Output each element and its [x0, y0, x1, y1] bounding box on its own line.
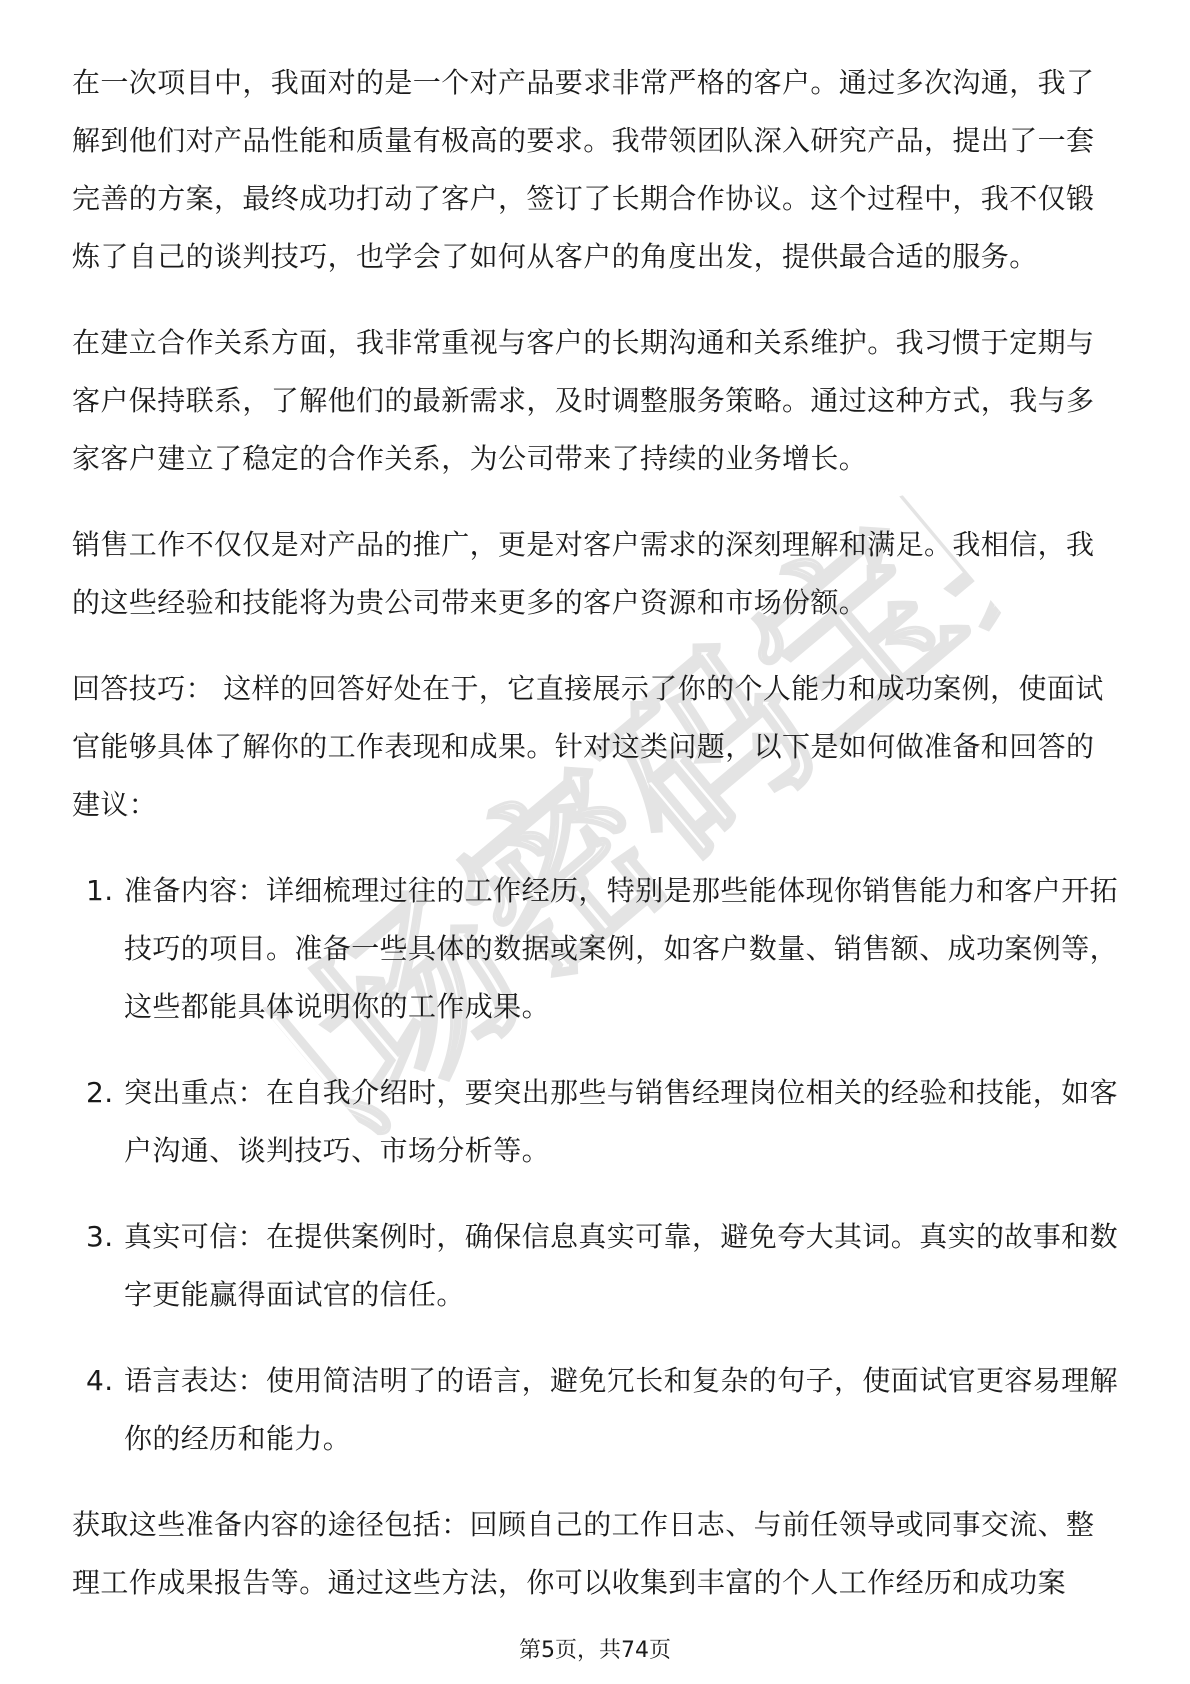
list-item: [72, 862, 1120, 1036]
list-item-text: 语言表达：使用简洁明了的语言，避免冗长和复杂的句子，使面试官更容易理解你的经历和能力。: [124, 1364, 1119, 1455]
list-number: 2.: [86, 1076, 114, 1109]
list-item: [72, 1352, 1120, 1468]
list-number: 3.: [86, 1220, 114, 1253]
watermark-text: 职场密码宝典: [242, 456, 1038, 1184]
paragraph-partnership: 在建立合作关系方面，我非常重视与客户的长期沟通和关系维护。我习惯于定期与客户保持联系，了解他们的最新需求，及时调整服务策略。通过这种方式，我与多家客户建立了稳定的合作关系，为公司带来了持续的业务增长。: [72, 326, 1095, 475]
list-item-text: 突出重点：在自我介绍时，要突出那些与销售经理岗位相关的经验和技能，如客户沟通、谈判技巧、市场分析等。: [124, 1076, 1119, 1167]
list-item-text: 真实可信：在提供案例时，确保信息真实可靠，避免夸大其词。真实的故事和数字更能赢得面试官的信任。: [124, 1220, 1119, 1311]
paragraph-project-experience: 在一次项目中，我面对的是一个对产品要求非常严格的客户。通过多次沟通，我了解到他们对产品性能和质量有极高的要求。我带领团队深入研究产品，提出了一套完善的方案，最终成功打动了客户，签订了长期合作协议。这个过程中，我不仅锻炼了自己的谈判技巧，也学会了如何从客户的角度出发，提供最合适的服务。: [72, 66, 1095, 273]
list-number: 1.: [86, 874, 114, 907]
document-body: [72, 54, 1120, 1640]
paragraph-answer-tips: 回答技巧： 这样的回答好处在于，它直接展示了你的个人能力和成功案例，使面试官能够具体了解你的工作表现和成果。针对这类问题，以下是如何做准备和回答的建议：: [72, 672, 1104, 821]
tips-list: [72, 862, 1120, 1468]
paragraph-preparation-sources: 获取这些准备内容的途径包括：回顾自己的工作日志、与前任领导或同事交流、整理工作成果报告等。通过这些方法，你可以收集到丰富的个人工作经历和成功案: [72, 1508, 1095, 1599]
list-item-text: 准备内容：详细梳理过往的工作经历，特别是那些能体现你销售能力和客户开拓技巧的项目。准备一些具体的数据或案例，如客户数量、销售额、成功案例等，这些都能具体说明你的工作成果。: [124, 874, 1119, 1023]
page-number-footer: 第5页，共74页: [519, 1638, 671, 1663]
list-item: [72, 1064, 1120, 1180]
list-item: [72, 1208, 1120, 1324]
paragraph-sales-conclusion: 销售工作不仅仅是对产品的推广，更是对客户需求的深刻理解和满足。我相信，我的这些经验和技能将为贵公司带来更多的客户资源和市场份额。: [72, 528, 1095, 619]
list-number: 4.: [86, 1364, 114, 1397]
